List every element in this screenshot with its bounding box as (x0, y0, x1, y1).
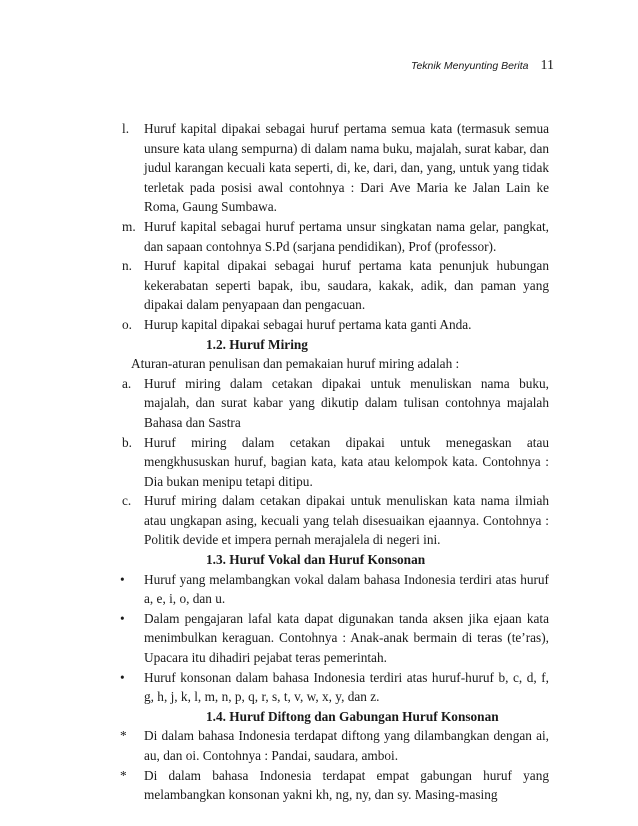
page-header (411, 58, 554, 74)
item-text: Huruf yang melambangkan vokal dalam bahasa Indonesia terdiri atas huruf a, e, i, o, dan u. (144, 571, 549, 607)
item-text: Huruf miring dalam cetakan dipakai untuk menuliskan kata nama ilmiah atau ungkapan asing, kecuali yang telah disesuaikan ejaannya. Contohnya : Politik devide et impera pernah merajalela di negeri ini. (144, 493, 549, 548)
item-marker: c. (122, 493, 132, 509)
item-text: Huruf kapital dipakai sebagai huruf pertama kata penunjuk hubungan kekerabatan seperti bapak, ibu, saudara, kakak, adik, dan paman yang dipakai dalam penyapaan dan pengacuan. (144, 258, 549, 313)
list-item (122, 491, 549, 550)
item-text: Huruf kapital dipakai sebagai huruf pertama semua kata (termasuk semua unsure kata ulang sempurna) di dalam nama buku, majalah, surat kabar, dan judul karangan kecuali kata seperti, di, ke, dari, dan, yang, untuk yang tidak terletak pada posisi awal contohnya : Dari Ave Maria ke Jalan Lain ke Roma, Gaung Sumbawa. (144, 121, 549, 215)
list-item (122, 217, 549, 256)
asterisk-marker: * (120, 728, 127, 744)
item-text: Huruf miring dalam cetakan dipakai untuk menuliskan nama buku, majalah, dan surat kabar yang dikutip dalam tulisan contohnya majalah Bahasa dan Sastra (144, 375, 549, 430)
section-heading: 1.3. Huruf Vokal dan Huruf Konsonan (206, 552, 426, 568)
page-content (120, 119, 549, 805)
bullet-marker: • (120, 610, 125, 626)
section-heading: 1.4. Huruf Diftong dan Gabungan Huruf Konsonan (206, 708, 499, 724)
list-item (120, 570, 549, 609)
item-text: Dalam pengajaran lafal kata dapat digunakan tanda aksen jika ejaan kata menimbulkan keraguan. Contohnya : Anak-anak bermain di teras (te’ras), Upacara itu dihadiri pejabat teras pemerintah. (144, 610, 549, 666)
list-item (122, 256, 549, 315)
list-item (122, 433, 549, 492)
list-item (122, 374, 549, 433)
item-marker: b. (122, 434, 132, 450)
list-item (120, 609, 549, 668)
item-text: Di dalam bahasa Indonesia terdapat diftong yang dilambangkan dengan ai, au, dan oi. Contohnya : Pandai, saudara, amboi. (144, 728, 549, 763)
item-text: Huruf kapital sebagai huruf pertama unsur singkatan nama gelar, pangkat, dan sapaan contohnya S.Pd (sarjana pendidikan), Prof (professor). (144, 218, 549, 254)
item-marker: n. (122, 258, 132, 274)
item-marker: l. (122, 121, 130, 136)
section-heading: 1.2. Huruf Miring (206, 336, 308, 352)
page-number: 11 (540, 58, 554, 73)
running-title: Teknik Menyunting Berita (411, 60, 529, 72)
section-intro: Aturan-aturan penulisan dan pemakaian huruf miring adalah : (131, 356, 460, 372)
item-text: Di dalam bahasa Indonesia terdapat empat gabungan huruf yang melambangkan konsonan yakni kh, ng, ny, dan sy. Masing-masing (144, 767, 549, 803)
list-item (120, 726, 549, 765)
item-marker: m. (122, 218, 136, 234)
list-item (120, 766, 549, 805)
item-text: Hurup kapital dipakai sebagai huruf pertama kata ganti Anda. (144, 316, 472, 332)
item-text: Huruf miring dalam cetakan dipakai untuk menegaskan atau mengkhususkan huruf, bagian kata, kata atau kelompok kata. Contohnya : Dia bukan menipu tetapi ditipu. (144, 434, 549, 489)
list-item (120, 668, 549, 707)
bullet-marker: • (120, 571, 125, 587)
asterisk-marker: * (120, 767, 127, 783)
list-item (122, 315, 549, 335)
list-item (122, 119, 549, 217)
item-text: Huruf konsonan dalam bahasa Indonesia terdiri atas huruf-huruf b, c, d, f, g, h, j, k, l, m, n, p, q, r, s, t, v, w, x, y, dan z. (144, 669, 549, 705)
item-marker: a. (122, 375, 132, 391)
bullet-marker: • (120, 669, 125, 685)
item-marker: o. (122, 316, 132, 332)
